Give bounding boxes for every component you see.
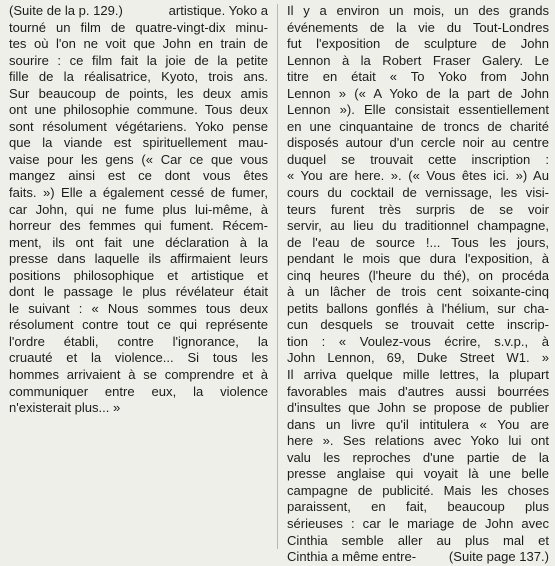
text-line: Sur beaucoup de points, les deux amis bbox=[9, 85, 268, 101]
text-line: fut l'exposition de sculpture de John bbox=[287, 36, 549, 52]
text-line bbox=[287, 549, 549, 566]
text-line: cours du cocktail de vernissage, les visi- bbox=[287, 185, 549, 201]
text-line: valu les reproches d'une partie de la bbox=[287, 449, 549, 465]
text-line: tes où l'on ne voit que John en train de bbox=[9, 36, 268, 52]
left-column bbox=[9, 3, 268, 417]
continued-on-note: (Suite page 137.) bbox=[448, 549, 549, 565]
text-line: here ». Ses relations avec Yoko lui ont bbox=[287, 433, 549, 449]
text-line: Il arriva quelque mille lettres, la plupart bbox=[287, 367, 549, 383]
text-line: à un lâcher de trois cent soixante-cinq bbox=[287, 284, 549, 300]
text-line: dans un livre qu'il intitulera « You are bbox=[287, 416, 549, 432]
text-line: faits. ») Elle a également cessé de fumer, bbox=[9, 185, 268, 201]
text-line: Lennon » (« A Yoko de la part de John bbox=[287, 85, 549, 101]
text-line: Lennon à la Robert Fraser Galery. Le bbox=[287, 52, 549, 68]
text-line: John Lennon, 69, Duke Street W1. » bbox=[287, 350, 549, 366]
text-line: titre en était « To Yoko from John bbox=[287, 69, 549, 85]
text-line: que la viande est spirituellement mau- bbox=[9, 135, 268, 151]
text-line: l'ordre établi, contre l'ignorance, la bbox=[9, 333, 268, 349]
text-line: mangez ainsi est ce dont vous êtes bbox=[9, 168, 268, 184]
text-line: duquel se trouvait cette inscription : bbox=[287, 151, 549, 167]
text-line: sérieuses : car le mariage de John avec bbox=[287, 515, 549, 531]
text-line: en une cinquantaine de troncs de charité bbox=[287, 118, 549, 134]
text-line: Il y a environ un mois, un des grands bbox=[287, 3, 549, 18]
text-line: sont résolument végétariens. Yoko pense bbox=[9, 118, 268, 134]
text-line: car John, qui ne fume plus lui-même, à bbox=[9, 201, 268, 217]
text-line: positions philosophique et artistique et bbox=[9, 267, 268, 283]
text-line: disposés autour d'un cercle noir au centre bbox=[287, 135, 549, 151]
text-line: teurs furent très surpris de se voir bbox=[287, 201, 549, 217]
text-line: presse anglaise qui voyait là une belle bbox=[287, 466, 549, 482]
text-line: presse dans laquelle ils affirmaient leurs bbox=[9, 251, 268, 267]
text-line: campagne de publicité. Mais les choses bbox=[287, 482, 549, 498]
text-line-fragment: Cinthia a même entre- bbox=[287, 549, 417, 565]
text-line: servir, au lieu du traditionnel champagne, bbox=[287, 218, 549, 234]
text-line: horreur des femmes qui fument. Récem- bbox=[9, 218, 268, 234]
text-line: dont le passage le plus révélateur était bbox=[9, 284, 268, 300]
text-line: paraissent, en fait, beaucoup plus bbox=[287, 499, 549, 515]
text-line: pendant le mois que dura l'exposition, à bbox=[287, 251, 549, 267]
continued-from-note: (Suite de la p. 129.) bbox=[9, 3, 123, 18]
text-line: « You are here. ». (« Vous êtes ici. ») Au bbox=[287, 168, 549, 184]
text-line: le suivant : « Nous sommes tous deux bbox=[9, 300, 268, 316]
text-line: ont une philosophie commune. Tous deux bbox=[9, 102, 268, 118]
text-line: cinq heures (l'heure du thé), on procéda bbox=[287, 267, 549, 283]
text-line bbox=[9, 3, 268, 20]
column-divider bbox=[277, 4, 278, 549]
text-line: événements de la vie du Tout-Londres bbox=[287, 19, 549, 35]
text-line: sourire : ce film fait la joie de la petite bbox=[9, 52, 268, 68]
text-line: de l'eau de source !... Tous les jours, bbox=[287, 234, 549, 250]
text-line: d'insultes que John se propose de publier bbox=[287, 400, 549, 416]
text-line: Cinthia semble aller au plus mal et bbox=[287, 532, 549, 548]
text-line: résolument contre tout ce qui représente bbox=[9, 317, 268, 333]
text-line: vaise pour les gens (« Car ce que vous bbox=[9, 151, 268, 167]
text-line: tourné un film de quatre-vingt-dix minu- bbox=[9, 19, 268, 35]
text-line: communiquer entre eux, la violence bbox=[9, 383, 268, 399]
text-line-fragment: artistique. Yoko a bbox=[168, 3, 268, 18]
text-line: cun desquels se trouvait cette inscrip- bbox=[287, 317, 549, 333]
text-line: Lennon »). Elle consistait essentiellement bbox=[287, 102, 549, 118]
text-line: hommes arrivaient à se comprendre et à bbox=[9, 367, 268, 383]
text-line: n'existerait plus... » bbox=[9, 400, 121, 416]
text-line: cruauté et la violence... Si tous les bbox=[9, 350, 268, 366]
text-line: ment, ils ont fait une déclaration à la bbox=[9, 234, 268, 250]
text-line: fille de la réalisatrice, Kyoto, trois ans. bbox=[9, 69, 268, 85]
text-line: tion : « Voulez-vous écrire, s.v.p., à bbox=[287, 333, 549, 349]
right-column bbox=[287, 3, 549, 566]
text-line: favorables mais d'autres aussi bourrées bbox=[287, 383, 549, 399]
text-line: petits ballons gonflés à l'hélium, sur cha- bbox=[287, 300, 549, 316]
